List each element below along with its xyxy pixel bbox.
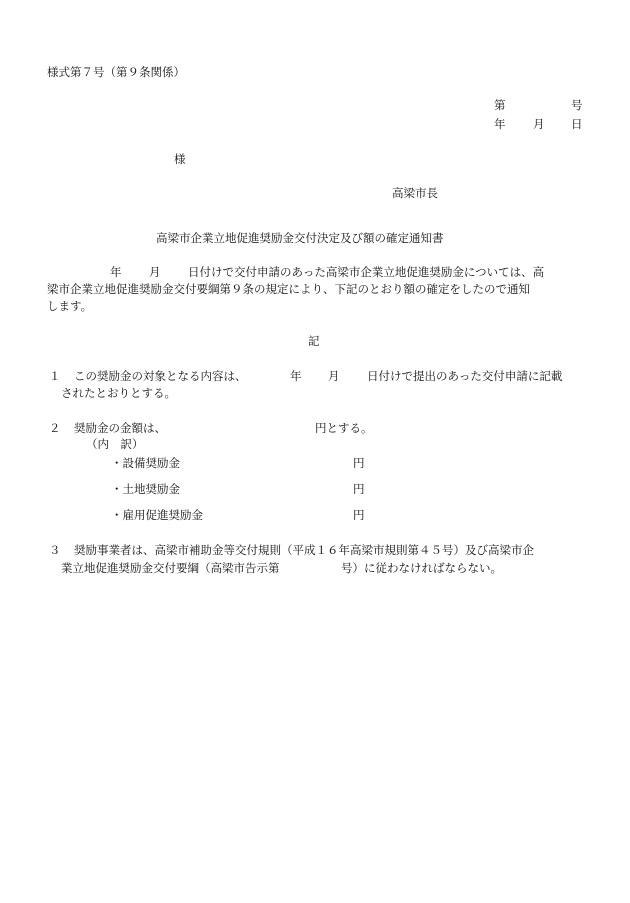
document-title: 高梁市企業立地促進奨励金交付決定及び額の確定通知書 bbox=[156, 231, 444, 245]
item1-number: １ bbox=[49, 369, 61, 383]
breakdown-row-label: ・設備奨励金 bbox=[111, 456, 180, 470]
body-line-1: 日付けで交付申請のあった高梁市企業立地促進奨励金については、高 bbox=[188, 265, 545, 279]
item1-year: 年 bbox=[290, 369, 302, 383]
item3-text-c: 号）に従わなければならない。 bbox=[341, 561, 502, 575]
item2-text-a: 奨励金の金額は、 bbox=[74, 421, 166, 435]
item3-text-a: 奨励事業者は、高梁市補助金等交付規則（平成１６年高梁市規則第４５号）及び高梁市企 bbox=[74, 543, 534, 557]
breakdown-row-label: ・土地奨励金 bbox=[111, 482, 180, 496]
form-number: 様式第７号（第９条関係） bbox=[47, 65, 185, 79]
doc-number-suffix: 号 bbox=[571, 98, 583, 112]
date-year: 年 bbox=[494, 117, 506, 131]
item1-text-b: 日付けで提出のあった交付申請に記載 bbox=[367, 369, 563, 383]
body-line-3: します。 bbox=[47, 299, 93, 313]
item1-text-c: されたとおりとする。 bbox=[61, 386, 176, 400]
body-line-2: 梁市企業立地促進奨励金交付要綱第９条の規定により、下記のとおり額の確定をしたので通知 bbox=[47, 282, 530, 296]
item3-number: ３ bbox=[49, 543, 61, 557]
breakdown-row-unit: 円 bbox=[353, 482, 365, 496]
breakdown-row-unit: 円 bbox=[353, 508, 365, 522]
item2-text-b: 円とする。 bbox=[315, 421, 373, 435]
ki-heading: 記 bbox=[308, 334, 320, 348]
breakdown-row-unit: 円 bbox=[353, 456, 365, 470]
item2-number: ２ bbox=[49, 421, 61, 435]
addressee-honorific: 様 bbox=[174, 152, 186, 166]
date-day: 日 bbox=[571, 117, 583, 131]
breakdown-label: （内 訳） bbox=[86, 437, 144, 451]
breakdown-row-label: ・雇用促進奨励金 bbox=[111, 508, 203, 522]
item1-text-a: この奨励金の対象となる内容は、 bbox=[74, 369, 247, 383]
date-month: 月 bbox=[533, 117, 545, 131]
sender-name: 高梁市長 bbox=[392, 186, 438, 200]
item1-month: 月 bbox=[328, 369, 340, 383]
body-year: 年 bbox=[110, 265, 122, 279]
item3-text-b: 業立地促進奨励金交付要綱（高梁市告示第 bbox=[61, 561, 280, 575]
doc-number-prefix: 第 bbox=[494, 98, 506, 112]
body-month: 月 bbox=[149, 265, 161, 279]
